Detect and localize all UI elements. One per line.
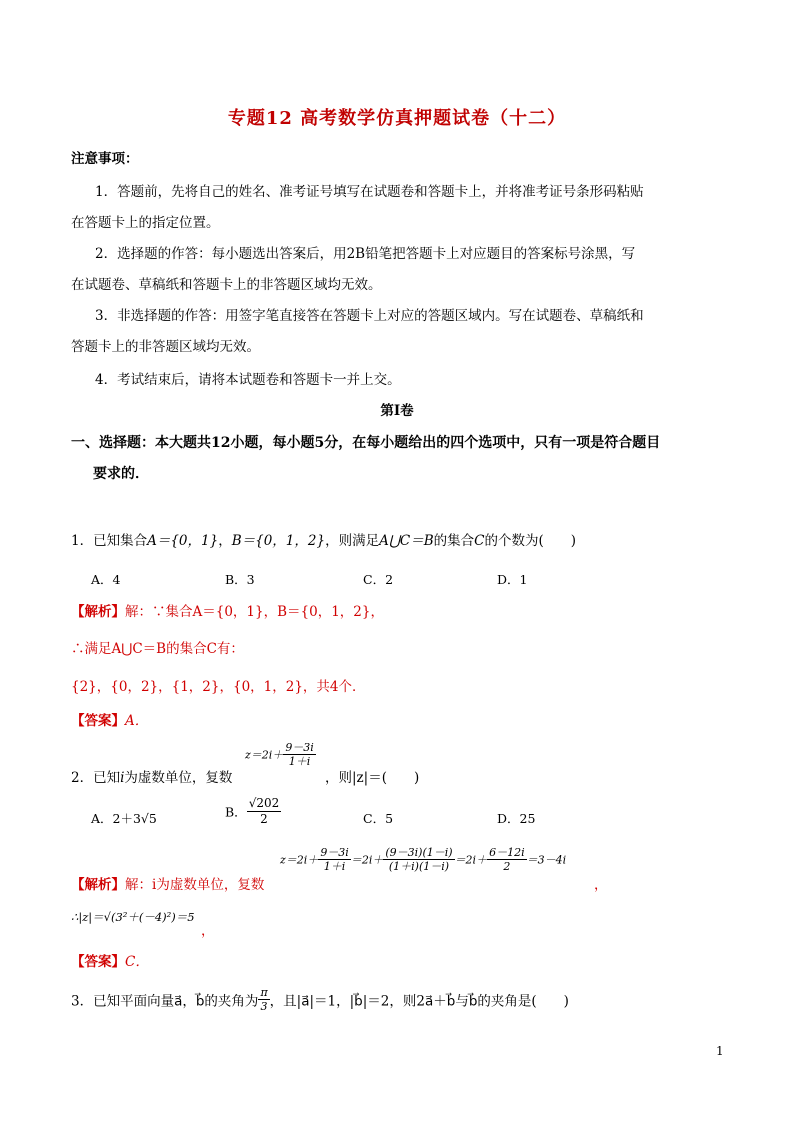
question-2-text-a: 2．已知 [71,770,121,786]
question-1-text-c: 的集合 [433,533,475,549]
calc-part-c: ＝2i＋ [454,853,488,867]
solution-text: 解：i为虚数单位，复数 [125,877,265,893]
question-1-option-a: A．4 [91,572,121,587]
question-3-text-b: ，且|a⃗|＝1，|b⃗|＝2，则2a⃗＋b⃗与b⃗的夹角是( ) [269,993,569,1010]
angle-numerator: π [260,986,268,999]
question-1-text-d: 的个数为( ) [484,533,577,549]
question-2-answer [71,950,149,970]
question-2-option-c: C．5 [363,811,394,826]
section-heading-line-1: 一、选择题：本大题共12小题，每小题5分，在每小题给出的四个选项中，只有一项是符合题目 [71,435,661,451]
modulus-end-comma: ， [201,923,215,939]
answer-value: C． [125,954,149,970]
question-2-stem-start [71,766,232,786]
option-b-fraction [247,796,282,827]
set-c: C [474,533,485,549]
calc-fraction-1-den: 1＋i [323,860,346,873]
option-b-denominator: 2 [260,812,268,826]
notice-item-2-line-2: 在试题卷、草稿纸和答题卡上的非答题区域均无效。 [71,277,382,293]
question-1-text-b: ，则满足 [325,533,380,549]
part-title: 第Ⅰ卷 [380,403,414,419]
question-3-text-a: 3．已知平面向量a⃗，b⃗的夹角为 [71,993,259,1010]
question-2-option-d: D．25 [497,811,536,826]
calc-part-d: ＝3－4i [526,853,567,867]
angle-fraction [258,986,269,1013]
question-1-answer [71,709,148,729]
answer-value: A． [125,713,149,729]
calc-part-a: z＝2i＋ [280,853,319,867]
option-b-numerator: √202 [248,796,280,810]
notice-item-2-line-1: 2．选择题的作答：每小题选出答案后，用2B铅笔把答题卡上对应题目的答案标号涂黑，写 [95,246,636,262]
question-2-stem-end: ，则|z|＝( ) [325,770,420,786]
notice-item-1-line-1: 1．答题前，先将自己的姓名、准考证号填写在试题卷和答题卡上，并将准考证号条形码粘贴 [95,184,644,200]
question-1-option-c: C．2 [363,572,394,587]
solution-text: 解：∵集合A＝{0，1}，B＝{0，1，2}， [125,604,384,620]
question-1-sep: ， [218,533,232,549]
option-b-label: B． [225,804,247,820]
notice-item-3-line-1: 3．非选择题的作答：用签字笔直接答在答题卡上对应的答题区域内。写在试题卷、草稿纸和 [95,308,644,324]
question-2-solution-line-1 [71,873,264,893]
notice-item-3-line-2: 答题卡上的非答题区域均无效。 [71,339,260,355]
page-number: 1 [716,1044,724,1058]
question-1-solution-line-2: ∴满足A⋃C＝B的集合C有： [71,641,244,657]
question-3-stem [71,986,569,1013]
question-2-option-a: A．2＋3√5 [91,811,157,826]
question-1-solution-line-3: {2}，{0，2}，{1，2}，{0，1，2}，共4个． [71,679,366,695]
calc-fraction-3 [487,846,527,873]
modulus-calculation: ∴|z|＝√(3²＋(－4)²)＝5 [71,910,195,924]
calc-fraction-2-num: (9－3i)(1－i) [385,846,453,859]
solution-label: 【解析】 [71,604,125,620]
question-1-option-b: B．3 [225,572,255,587]
angle-denominator: 3 [260,1000,268,1013]
calc-fraction-3-num: 6－12i [489,846,525,859]
set-a: A＝{0，1} [147,533,219,549]
page-title: 专题12 高考数学仿真押题试卷（十二） [227,108,567,129]
question-2-text-b: 为虚数单位，复数 [124,770,233,786]
calc-fraction-3-den: 2 [503,860,511,873]
calc-fraction-1-num: 9－3i [320,846,349,859]
notice-heading: 注意事项： [71,151,139,167]
set-b: B＝{0，1，2} [231,533,326,549]
answer-label: 【答案】 [71,713,125,729]
calc-end-comma: ， [594,877,608,893]
section-heading-line-2: 要求的． [93,466,149,482]
calc-fraction-2-den: (1＋i)(1－i) [388,860,450,873]
complex-z-formula [245,741,316,768]
notice-item-4: 4．考试结束后，请将本试题卷和答题卡一并上交。 [95,372,401,388]
calc-fraction-1 [318,846,351,873]
z-numerator: 9－3i [285,741,314,754]
z-denominator: 1＋i [288,755,311,768]
calc-part-b: ＝2i＋ [350,853,384,867]
calc-fraction-2 [383,846,454,873]
z-lhs: z＝2i＋ [245,748,284,762]
z-fraction [283,741,316,768]
complex-calculation [280,846,566,873]
question-1-text-a: 1．已知集合 [71,533,148,549]
solution-label: 【解析】 [71,877,125,893]
question-2-option-b [225,796,281,827]
notice-item-1-line-2: 在答题卡上的指定位置。 [71,215,220,231]
question-1-stem [71,529,576,549]
answer-label: 【答案】 [71,954,125,970]
question-1-option-d: D．1 [497,572,528,587]
question-1-solution-line-1 [71,600,384,620]
imaginary-unit: i [120,770,125,786]
union-condition: A⋃C＝B [379,533,434,549]
